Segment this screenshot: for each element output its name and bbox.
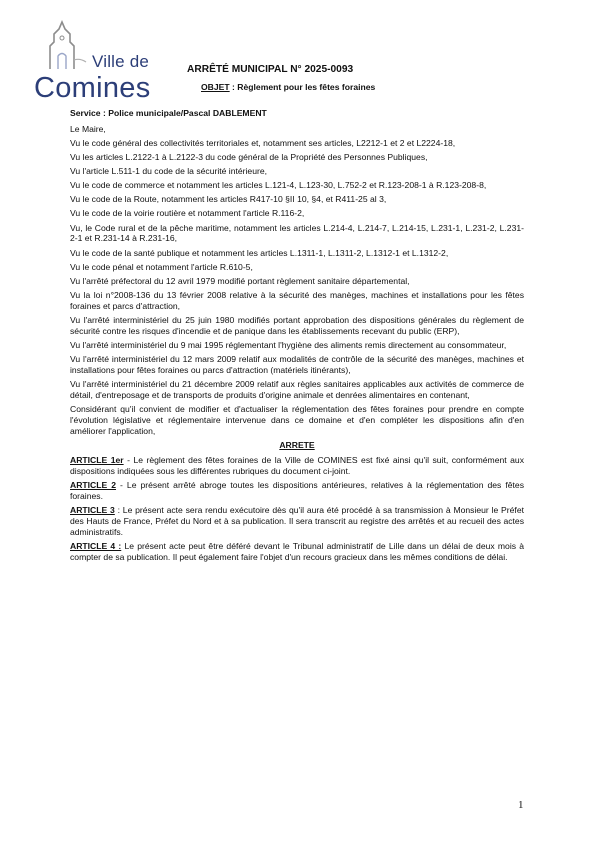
paragraph: Vu le code général des collectivités territoriales et, notamment ses articles, L2212-1 et 2 et L2224-18, bbox=[70, 138, 456, 148]
paragraph: Considérant qu'il convient de modifier et d'actualiser la réglementation des fêtes foraines pour prendre en compte l'évolution législative et réglementaire intervenue dans ce domaine et d'en compléter les dispositions afin d'en améliorer l'application, bbox=[70, 403, 524, 436]
paragraph: Vu la loi n°2008-136 du 13 février 2008 relative à la sécurité des manèges, machines et installations pour les fêtes foraines et parcs d'attraction, bbox=[70, 289, 524, 311]
paragraph: Vu l'arrêté interministériel du 25 juin 1980 modifiés portant approbation des dispositions générales du règlement de sécurité contre les risques d'incendie et de panique dans les établissements recevant du public (ERP), bbox=[70, 314, 524, 336]
paragraph: Vu le code pénal et notamment l'article R.610-5, bbox=[70, 261, 253, 272]
paragraph: Vu le code de la Route, notamment les articles R417-10 §II 10, §4, et R411-25 al 3, bbox=[70, 194, 387, 205]
paragraph: Vu l'arrêté interministériel du 21 décembre 2009 relatif aux règles sanitaires applicables aux activités de commerce de détail, d'entreposage et de transports de produits d'origine animale et denrées alimentaires en contenant, bbox=[70, 378, 524, 400]
paragraph: Vu l'arrêté interministériel du 9 mai 1995 réglementant l'hygiène des aliments remis directement au consommateur, bbox=[70, 339, 507, 350]
paragraph: Vu le code de commerce et notamment les articles L.121-4, L.123-30, L.752-2 et R.123-208-1 à R.123-208-8, bbox=[70, 180, 487, 191]
paragraph: Vu l'arrêté préfectoral du 12 avril 1979 modifié portant règlement sanitaire départemental, bbox=[70, 275, 410, 286]
paragraph: Vu, le Code rural et de la pêche maritime, notamment les articles L.214-4, L.214-7, L.214-15, L.231-1, L.231-2, L.231-2-1 et R.231-14 à R.231-16, bbox=[70, 222, 524, 244]
service-line: Service : Police municipale/Pascal DABLEMENT bbox=[70, 108, 267, 118]
paragraph: Vu les articles L.2122-1 à L.2122-3 du code général de la Propriété des Personnes Publiques, bbox=[70, 152, 428, 163]
paragraph: Vu l'article L.511-1 du code de la sécurité intérieure, bbox=[70, 166, 268, 177]
article-1 bbox=[70, 455, 524, 477]
document-subject bbox=[201, 82, 375, 92]
article-4 bbox=[70, 541, 524, 563]
page-number: 1 bbox=[518, 799, 524, 811]
article-label: ARTICLE 2 bbox=[70, 479, 117, 490]
paragraph: Vu l'arrêté interministériel du 12 mars 2009 relatif aux modalités de contrôle de la sécurité des manèges, machines et installations pour fêtes foraines ou parcs d'attraction (matériels itinérants), bbox=[70, 353, 524, 375]
article-text: : Le présent acte sera rendu exécutoire dès qu'il aura été procédé à sa transmission à Monsieur le Préfet des Hauts de France, Préfet du Nord et à sa publication. Il sera transcrit au registre des arrêtés et au recueil des actes administratifs. bbox=[70, 504, 524, 537]
paragraph: Le Maire, bbox=[70, 123, 106, 134]
article-2 bbox=[70, 480, 524, 502]
article-label: ARTICLE 4 : bbox=[70, 540, 122, 551]
article-text: - Le règlement des fêtes foraines de la Ville de COMINES est fixé ainsi qu'il suit, conformément aux dispositions indiquées sous les différentes rubriques du document ci-joint. bbox=[70, 454, 524, 476]
article-label: ARTICLE 3 bbox=[70, 504, 115, 515]
article-label: ARTICLE 1er bbox=[70, 454, 124, 465]
article-3 bbox=[70, 505, 524, 538]
article-text: Le présent acte peut être déféré devant le Tribunal administratif de Lille dans un délai de deux mois à compter de sa publication. Il peut également faire l'objet d'un recours gracieux dans les mêmes conditions de délai. bbox=[70, 540, 524, 562]
church-steeple-icon bbox=[44, 20, 90, 70]
article-text: - Le présent arrêté abroge toutes les dispositions antérieures, relatives à la réglementation des fêtes foraines. bbox=[70, 479, 524, 501]
logo-text-comines: Comines bbox=[34, 72, 151, 104]
subject-text: : Règlement pour les fêtes foraines bbox=[229, 82, 376, 92]
document-body bbox=[70, 108, 524, 566]
comines-logo bbox=[30, 18, 151, 106]
document-title: ARRÊTÉ MUNICIPAL N° 2025-0093 bbox=[187, 64, 354, 75]
arrete-heading: ARRETE bbox=[279, 439, 315, 450]
subject-label: OBJET bbox=[201, 82, 230, 92]
paragraph: Vu le code de la santé publique et notamment les articles L.1311-1, L.1311-2, L.1312-1 et L.1312-2, bbox=[70, 247, 449, 258]
logo-text-ville-de: Ville de bbox=[92, 52, 150, 71]
paragraph: Vu le code de la voirie routière et notamment l'article R.116-2, bbox=[70, 208, 305, 219]
